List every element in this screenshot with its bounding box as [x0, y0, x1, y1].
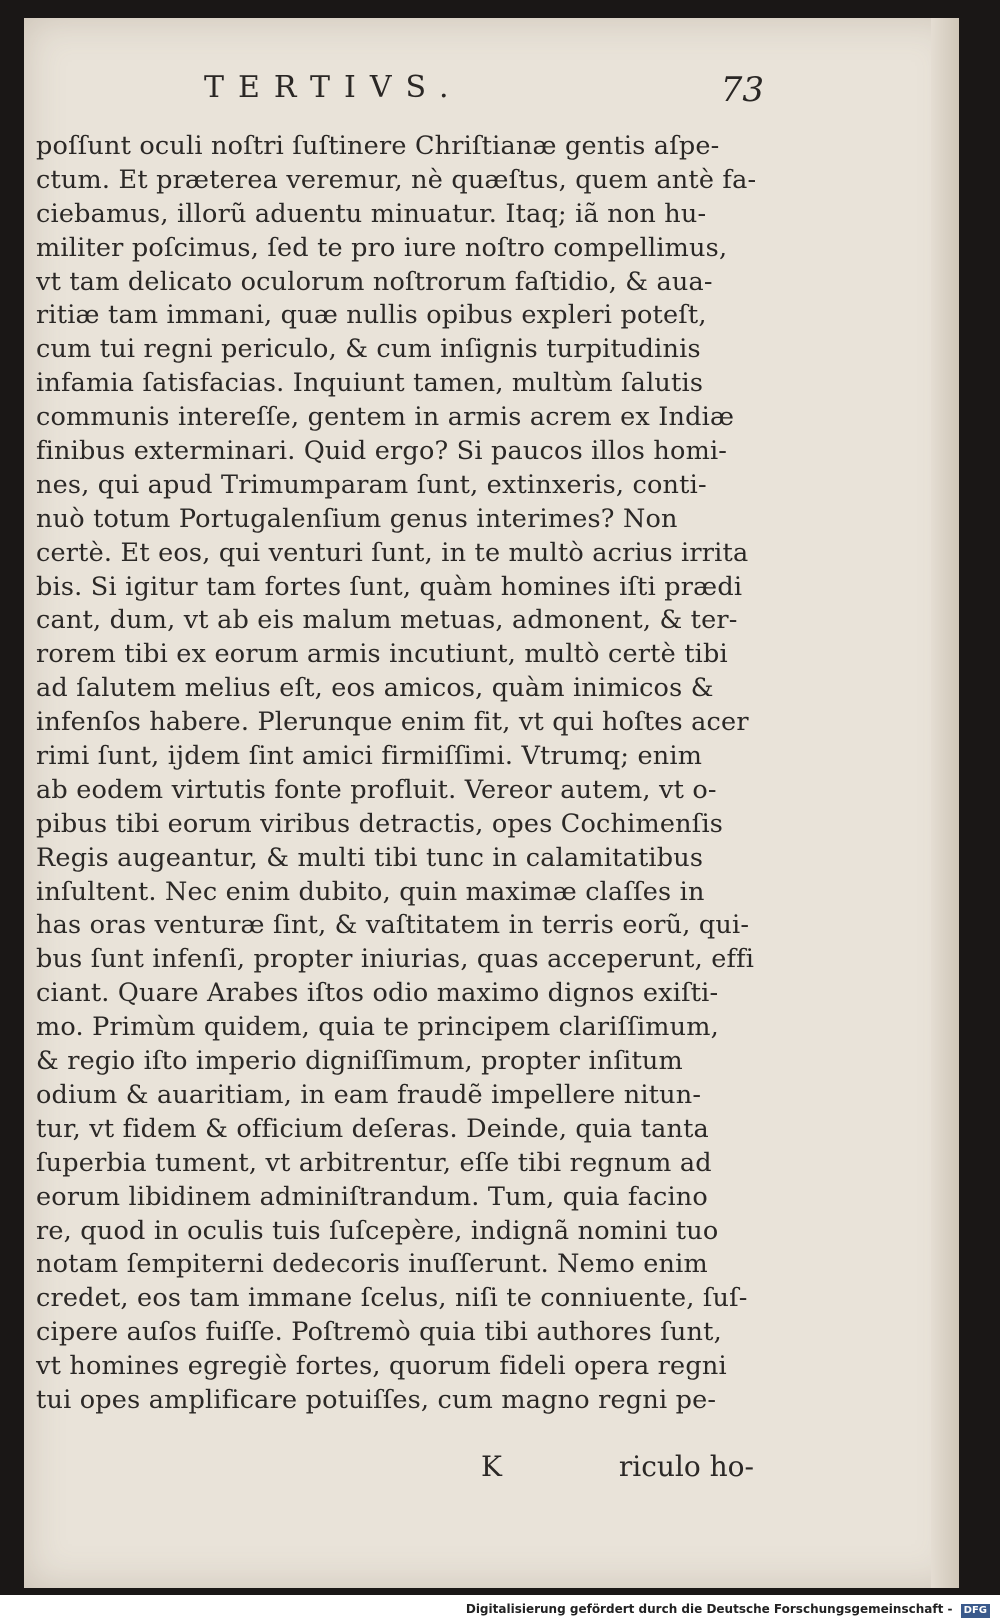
page-header	[204, 70, 764, 130]
text-line: vt homines egregiè fortes, quorum fideli opera regni	[36, 1351, 727, 1382]
text-line: ctum. Et præterea veremur, nè quæſtus, quem antè fa-	[36, 164, 757, 195]
page-number: 73	[720, 70, 764, 110]
text-line: notam ſempiterni dedecoris inuſſerunt. Nemo enim	[36, 1249, 708, 1280]
book-page	[24, 18, 959, 1588]
text-line: rimi ſunt, ijdem ſint amici firmiſſimi. Vtrumq; enim	[36, 741, 703, 772]
page-foot	[36, 1450, 766, 1490]
text-line: ciant. Quare Arabes iſtos odio maximo dignos exiſti-	[36, 978, 719, 1009]
text-line: credet, eos tam immane ſcelus, niſi te conniuente, ſuſ-	[36, 1283, 748, 1314]
text-line: finibus exterminari. Quid ergo? Si paucos illos homi-	[36, 436, 728, 467]
text-line: poſſunt oculi noſtri ſuſtinere Chriſtianæ gentis aſpe-	[36, 131, 720, 161]
text-line: cant, dum, vt ab eis malum metuas, admonent, & ter-	[36, 605, 738, 636]
dfg-logo: DFG	[961, 1604, 990, 1618]
text-line: ab eodem virtutis fonte profluit. Vereor autem, vt o-	[36, 774, 717, 805]
text-line: rorem tibi ex eorum armis incutiunt, multò certè tibi	[36, 639, 728, 670]
text-line: cipere auſos fuiſſe. Poſtremò quia tibi authores ſunt,	[36, 1317, 722, 1348]
text-line: & regio iſto imperio digniſſimum, propter inſitum	[36, 1046, 683, 1077]
text-line: inſultent. Nec enim dubito, quin maximæ claſſes in	[36, 876, 705, 907]
text-line: mo. Primùm quidem, quia te principem clariſſimum,	[36, 1012, 719, 1043]
text-line: ad ſalutem melius eſt, eos amicos, quàm inimicos &	[36, 673, 714, 704]
text-line: infenſos habere. Plerunque enim fit, vt qui hoſtes acer	[36, 707, 749, 738]
text-line: odium & auaritiam, in eam fraudẽ impellere nitun-	[36, 1079, 702, 1110]
text-line: pibus tibi eorum viribus detractis, opes Cochimenſis	[36, 808, 724, 839]
text-line: tur, vt fidem & officium deſeras. Deinde, quia tanta	[36, 1113, 709, 1144]
signature-mark: K	[481, 1450, 502, 1483]
digitization-note: Digitalisierung gefördert durch die Deutsche Forschungsgemeinschaft -	[465, 1602, 953, 1616]
text-line: ciebamus, illorũ aduentu minuatur. Itaq; iã non hu-	[36, 198, 707, 229]
body-text	[36, 130, 766, 1418]
text-line: tui opes amplificare potuiſſes, cum magno regni pe-	[36, 1384, 717, 1415]
text-line: eorum libidinem adminiſtrandum. Tum, quia facino	[36, 1181, 708, 1212]
text-line: communis intereſſe, gentem in armis acrem ex Indiæ	[36, 402, 735, 433]
text-line: bis. Si igitur tam fortes ſunt, quàm homines iſti prædi	[36, 571, 743, 602]
text-line: infamia ſatisfacias. Inquiunt tamen, multùm ſalutis	[36, 368, 704, 399]
text-line: ritiæ tam immani, quæ nullis opibus expleri poteſt,	[36, 300, 707, 331]
page-edge	[931, 18, 959, 1588]
text-line: ſuperbia tument, vt arbitrentur, eſſe tibi regnum ad	[36, 1147, 712, 1178]
text-line: certè. Et eos, qui venturi ſunt, in te multò acrius irrita	[36, 537, 749, 568]
text-line: Regis augeantur, & multi tibi tunc in calamitatibus	[36, 842, 704, 873]
digitization-credit	[466, 1602, 990, 1618]
text-line: vt tam delicato oculorum noſtrorum faſtidio, & aua-	[36, 266, 713, 297]
text-line: has oras venturæ ſint, & vaſtitatem in terris eorũ, qui-	[36, 910, 750, 941]
catchword: riculo ho-	[618, 1450, 754, 1483]
running-title: TERTIVS.	[204, 70, 463, 105]
text-line: nes, qui apud Trimumparam ſunt, extinxeris, conti-	[36, 469, 707, 500]
text-line: cum tui regni periculo, & cum inſignis turpitudinis	[36, 334, 701, 365]
text-line: nuò totum Portugalenſium genus interimes? Non	[36, 503, 678, 534]
text-line: militer poſcimus, ſed te pro iure noſtro compellimus,	[36, 232, 728, 263]
text-line: re, quod in oculis tuis ſuſcepère, indignã nomini tuo	[36, 1215, 719, 1246]
text-line: bus ſunt infenſi, propter iniurias, quas acceperunt, effi	[36, 944, 755, 975]
